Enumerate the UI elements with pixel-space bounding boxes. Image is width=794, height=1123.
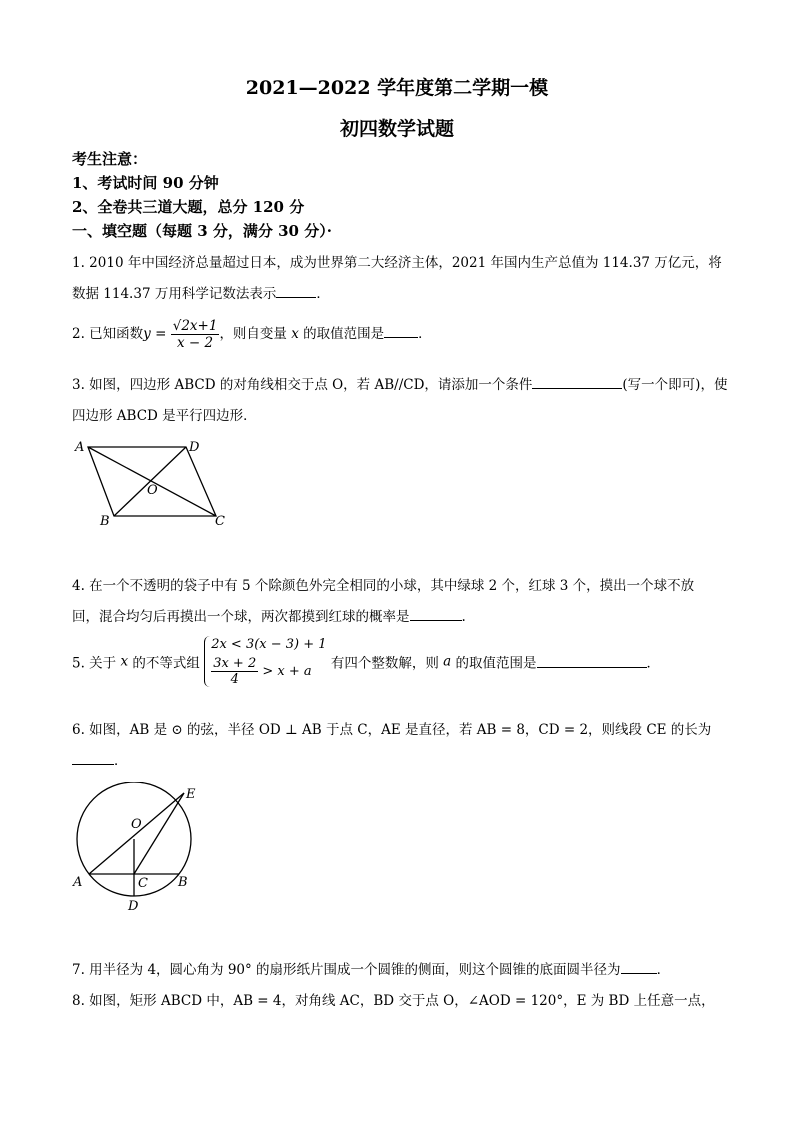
q6-line1: 6. 如图，AB 是 ⊙ 的弦，半径 OD ⊥ AB 于点 C，AE 是直径，若 AB = 8，CD = 2，则线段 CE 的长为	[72, 722, 712, 738]
q5-answer-blank	[537, 655, 647, 668]
q6-answer-blank	[72, 752, 114, 765]
page-subtitle: 初四数学试题	[339, 118, 454, 140]
q3-line2: 四边形 ABCD 是平行四边形．	[72, 408, 257, 424]
q2-denominator: x − 2	[177, 335, 214, 351]
q1-text: 数据 114.37 万用科学记数法表示	[72, 286, 277, 302]
q3-label-d: D	[189, 440, 200, 455]
q4-text: 回，混合均匀后再摸出一个球，两次都摸到红球的概率是	[72, 609, 410, 625]
q3-parallelogram-figure	[70, 436, 230, 531]
q6-diameter-ae	[89, 793, 184, 874]
q5-inequality-2-rest: > x + a	[258, 664, 312, 679]
q2-suffix-b: 的取值范围是	[298, 326, 385, 342]
q5-denominator: 4	[230, 672, 239, 687]
q5-x: x	[120, 653, 129, 670]
q4-answer-blank	[410, 608, 462, 621]
q3-diagonal-bd	[114, 447, 186, 516]
q4-line1: 4. 在一个不透明的袋子中有 5 个除颜色外完全相同的小球，其中绿球 2 个，红球 3 个，摸出一个球不放	[72, 578, 695, 594]
q6-circle-figure	[68, 782, 208, 917]
q3-line1	[72, 373, 727, 393]
q1-answer-blank	[276, 285, 316, 298]
q7-text: 7. 用半径为 4，圆心角为 90° 的扇形纸片围成一个圆锥的侧面，则这个圆锥的底面圆半径为	[72, 962, 621, 978]
q7-line: 7. 用半径为 4，圆心角为 90° 的扇形纸片围成一个圆锥的侧面，则这个圆锥的底面圆半径为 ．	[72, 962, 671, 978]
q3-label-a: A	[75, 440, 85, 455]
q5-fraction	[211, 656, 258, 687]
q4-line2: 回，混合均匀后再摸出一个球，两次都摸到红球的概率是 .	[72, 609, 466, 625]
q1-line1: 1. 2010 年中国经济总量超过日本，成为世界第二大经济主体，2021 年国内生产总值为 114.37 万亿元，将	[72, 255, 722, 271]
q6-label-c: C	[138, 876, 148, 891]
q6-label-b: B	[178, 875, 188, 890]
q3-diagonal-ac	[88, 447, 216, 516]
notes-item-1: 1、考试时间 90 分钟	[72, 174, 219, 192]
q3-label-b: B	[100, 514, 110, 529]
q6-label-o: O	[131, 817, 142, 832]
q2-fraction	[171, 318, 220, 351]
q2-y: y	[143, 326, 151, 342]
q2-line: 2. 已知函数y = $\frac{√2x+1}{x - 2}$ ，则自变量 x 的取值范围是 ．	[72, 318, 432, 351]
q2-suffix-a: ，则自变量	[219, 326, 292, 342]
q2-prefix: 2. 已知函数	[72, 326, 144, 342]
q6-label-e: E	[186, 787, 196, 802]
q2-answer-blank	[384, 325, 418, 338]
notes-heading: 考生注意：	[72, 150, 148, 168]
q6-label-d: D	[128, 899, 139, 914]
q2-eq: =	[150, 326, 171, 342]
section-heading: 一、填空题（每题 3 分，满分 30 分）·	[72, 222, 332, 240]
q6-line2: ．	[72, 749, 128, 769]
q2-x: x	[291, 326, 299, 342]
page-title: 2021—2022 学年度第二学期一模	[245, 77, 549, 99]
q5-suffix-a: 有四个整数解，则	[330, 655, 444, 672]
q5-inequality-2	[211, 656, 326, 687]
q3-text-a: 3. 如图，四边形 ABCD 的对角线相交于点 O，若 AB//CD，请添加一个条件	[72, 377, 533, 393]
q5-line: 5. 关于 x 的不等式组 2x < 3(x − 3) + 1 $\frac{3x + 2}{4}$ > x + a 有四个整数解，则 a 的取值范围是 ．	[72, 637, 661, 687]
q5-a: a	[443, 653, 452, 670]
q3-answer-blank	[532, 376, 622, 389]
q3-label-o: O	[147, 483, 158, 498]
q2-numerator: √2x+1	[172, 318, 218, 334]
q3-label-c: C	[215, 514, 225, 529]
q3-text-b: (写一个即可)，使	[622, 377, 728, 393]
q1-line2: 数据 114.37 万用科学记数法表示 ．	[72, 286, 330, 302]
q8-line1: 8. 如图，矩形 ABCD 中，AB = 4，对角线 AC，BD 交于点 O，∠AOD = 120°，E 为 BD 上任意一点，	[72, 993, 715, 1009]
q5-inequality-1: 2x < 3(x − 3) + 1	[211, 637, 327, 652]
q6-label-a: A	[73, 875, 83, 890]
q7-answer-blank	[621, 961, 657, 974]
q5-prefix-b: 的不等式组	[128, 655, 200, 672]
q6-segment-ce	[134, 793, 184, 874]
q5-numerator: 3x + 2	[213, 656, 257, 671]
q5-prefix: 5. 关于	[72, 655, 121, 672]
q5-suffix-b: 的取值范围是	[451, 655, 537, 672]
q5-inequality-system	[204, 636, 326, 687]
notes-item-2: 2、全卷共三道大题，总分 120 分	[72, 198, 305, 216]
